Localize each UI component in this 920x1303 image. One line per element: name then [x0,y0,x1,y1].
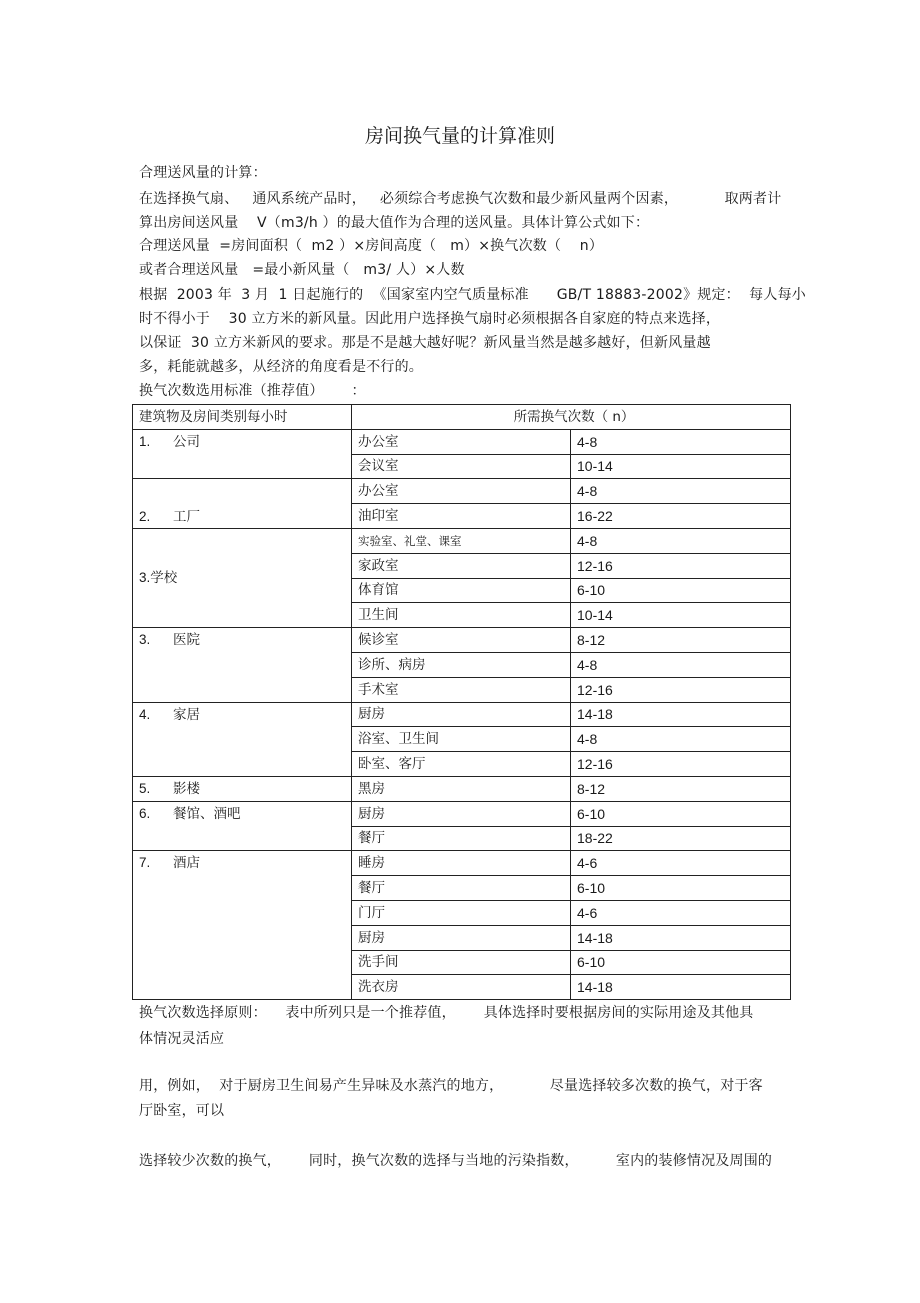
room-cell: 洗衣房 [352,975,571,1000]
intro-line: 合理送风量的计算： [139,165,267,181]
category-name: 家居 [173,706,200,723]
ventilation-table [132,404,791,1000]
value-cell: 10-14 [571,603,791,628]
category-cell [133,776,352,801]
intro-line: 时不得小于 30 立方米的新风量。因此用户选择换气扇时必须根据各自家庭的特点来选择， [139,311,721,327]
room-cell: 手术室 [352,677,571,702]
value-cell: 10-14 [571,454,791,479]
category-cell [133,479,352,529]
intro-line: 或者合理送风量 =最小新风量（ m3/ 人）×人数 [139,262,465,278]
value-cell: 6-10 [571,950,791,975]
paragraph-line: 厅卧室，可以 [139,1103,225,1119]
value-cell: 12-16 [571,553,791,578]
category-cell [133,628,352,702]
intro-line: 合理送风量 =房间面积（ m2 ）×房间高度（ m）×换气次数（ n） [139,238,604,254]
category-cell [133,851,352,1000]
category-name: 学校 [150,570,178,587]
category-cell [133,801,352,851]
room-cell: 候诊室 [352,628,571,653]
category-cell [133,429,352,479]
value-cell: 4-6 [571,851,791,876]
category-name: 餐馆、酒吧 [173,805,241,822]
room-cell: 黑房 [352,776,571,801]
value-cell: 16-22 [571,504,791,529]
category-index: 6. [139,805,151,821]
room-cell: 会议室 [352,454,571,479]
header-air-changes: 所需换气次数（ n） [352,405,791,430]
value-cell: 6-10 [571,578,791,603]
paragraph-line: 用，例如， 对于厨房卫生间易产生异味及水蒸汽的地方， 尽量选择较多次数的换气，对于客 [139,1078,763,1094]
intro-line: 在选择换气扇、 通风系统产品时， 必须综合考虑换气次数和最少新风量两个因素， 取两者计 [139,191,782,207]
intro-line: 根据 2003 年 3 月 1 日起施行的 《国家室内空气质量标准 GB/T 18883-2002》规定： 每人每小 [139,287,806,303]
table-header-row [133,405,791,430]
room-cell: 油印室 [352,504,571,529]
category-name: 公司 [173,433,200,450]
value-cell: 4-6 [571,900,791,925]
room-cell: 体育馆 [352,578,571,603]
value-cell: 14-18 [571,925,791,950]
value-cell: 12-16 [571,752,791,777]
room-cell: 餐厅 [352,876,571,901]
table-row [133,702,791,727]
category-name: 酒店 [173,855,200,872]
intro-line: 算出房间送风量 V（m3/h ）的最大值作为合理的送风量。具体计算公式如下： [139,215,650,231]
category-cell [133,528,352,627]
room-cell: 厨房 [352,702,571,727]
page-title: 房间换气量的计算准则 [364,125,555,147]
room-cell: 洗手间 [352,950,571,975]
paragraph-line: 选择较少次数的换气， 同时，换气次数的选择与当地的污染指数， 室内的装修情况及周围的 [139,1153,773,1169]
category-index: 2. [139,508,151,524]
room-cell: 诊所、病房 [352,652,571,677]
value-cell: 4-8 [571,652,791,677]
value-cell: 4-8 [571,727,791,752]
room-cell: 办公室 [352,429,571,454]
category-name: 工厂 [173,508,200,525]
table-row [133,528,791,553]
table-row [133,479,791,504]
room-cell: 餐厅 [352,826,571,851]
room-cell: 厨房 [352,801,571,826]
table-row [133,776,791,801]
table-row [133,429,791,454]
intro-line: 以保证 30 立方米新风的要求。那是不是越大越好呢？新风量当然是越多越好，但新风量越 [139,335,711,351]
category-index: 5. [139,780,151,796]
value-cell: 6-10 [571,801,791,826]
category-name: 影楼 [173,780,200,797]
room-cell: 家政室 [352,553,571,578]
table-row [133,851,791,876]
value-cell: 8-12 [571,776,791,801]
category-cell [133,702,352,776]
category-index: 1. [139,433,151,449]
room-cell: 门厅 [352,900,571,925]
value-cell: 6-10 [571,876,791,901]
header-category: 建筑物及房间类别每小时 [133,405,352,430]
category-index: 7. [139,855,151,871]
value-cell: 14-18 [571,702,791,727]
category-name: 医院 [173,632,200,649]
room-cell: 实验室、礼堂、课室 [352,528,571,553]
value-cell: 14-18 [571,975,791,1000]
room-cell: 睡房 [352,851,571,876]
value-cell: 4-8 [571,528,791,553]
value-cell: 4-8 [571,429,791,454]
intro-line: 换气次数选用标准（推荐值） ： [139,383,366,399]
category-index: 3. [139,570,151,586]
value-cell: 4-8 [571,479,791,504]
paragraph-line: 换气次数选择原则： 表中所列只是一个推荐值， 具体选择时要根据房间的实际用途及其他具 [139,1005,754,1021]
room-cell: 卧室、客厅 [352,752,571,777]
room-cell: 浴室、卫生间 [352,727,571,752]
room-cell: 办公室 [352,479,571,504]
intro-line: 多，耗能就越多，从经济的角度看是不行的。 [139,359,423,375]
room-cell: 厨房 [352,925,571,950]
value-cell: 8-12 [571,628,791,653]
table-row [133,628,791,653]
value-cell: 18-22 [571,826,791,851]
room-cell: 卫生间 [352,603,571,628]
category-index: 3. [139,632,151,648]
table-row [133,801,791,826]
paragraph-line: 体情况灵活应 [139,1031,225,1047]
category-index: 4. [139,706,151,722]
value-cell: 12-16 [571,677,791,702]
